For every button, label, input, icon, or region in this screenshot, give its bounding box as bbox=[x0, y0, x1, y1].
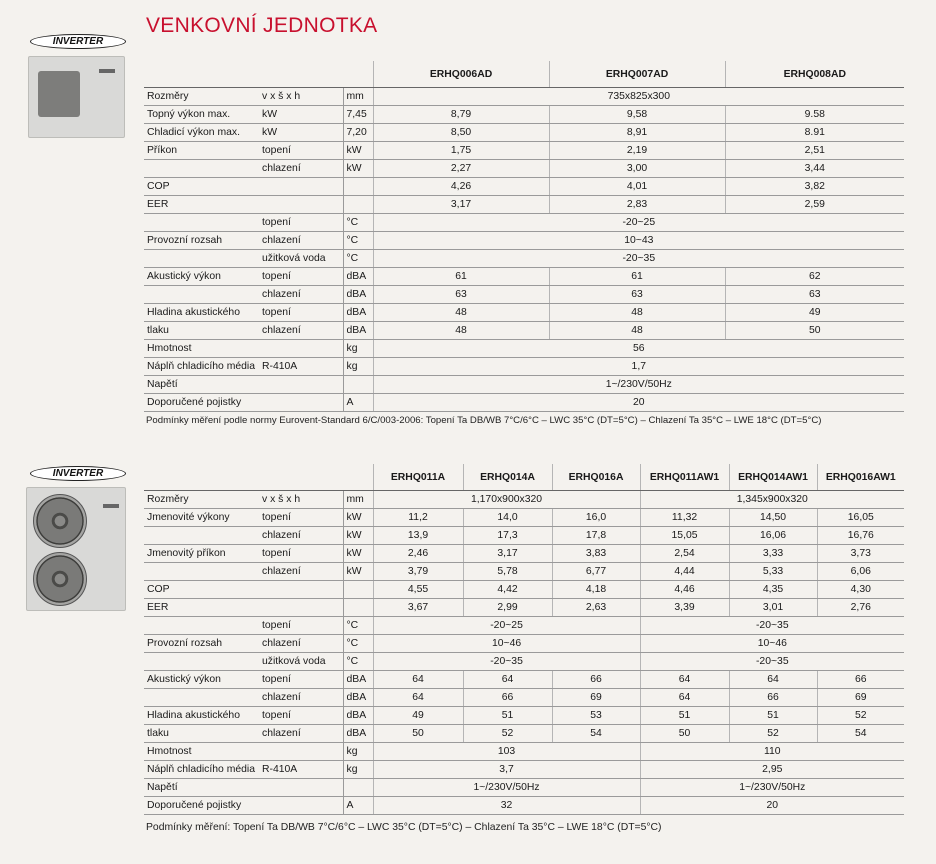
model-header: ERHQ008AD bbox=[725, 61, 904, 88]
row-label: Hmotnost bbox=[144, 743, 259, 761]
value-cell: 49 bbox=[725, 304, 904, 322]
value-cell: 54 bbox=[817, 725, 904, 743]
model-header: ERHQ007AD bbox=[549, 61, 725, 88]
row-label: Topný výkon max. bbox=[144, 106, 259, 124]
merged-value-cell: 735x825x300 bbox=[373, 88, 904, 106]
model-header: ERHQ016A bbox=[552, 464, 640, 491]
value-cell: 66 bbox=[729, 689, 817, 707]
table-row bbox=[144, 232, 904, 250]
row-unit: kg bbox=[343, 340, 373, 358]
row-sublabel: topení bbox=[259, 617, 343, 635]
measurement-note-1: Podmínky měření podle normy Eurovent-Standard 6/C/003-2006: Topení Ta DB/WB 7°C/6°C – LWC 35°C (DT=5°C) – Chlazení Ta 35°C – LWE 18°C (DT=5°C) bbox=[146, 415, 822, 426]
row-label: Hladina akustického bbox=[144, 707, 259, 725]
value-cell: 48 bbox=[549, 304, 725, 322]
row-unit bbox=[343, 599, 373, 617]
value-cell: 9,58 bbox=[549, 106, 725, 124]
value-cell: 2,99 bbox=[463, 599, 552, 617]
group-value-cell: 103 bbox=[373, 743, 640, 761]
value-cell: 14,50 bbox=[729, 509, 817, 527]
row-sublabel: chlazení bbox=[259, 527, 343, 545]
group-value-cell: 1,345x900x320 bbox=[640, 491, 904, 509]
value-cell: 64 bbox=[640, 689, 729, 707]
value-cell: 2,76 bbox=[817, 599, 904, 617]
value-cell: 2,83 bbox=[549, 196, 725, 214]
table-row bbox=[144, 743, 904, 761]
row-label: tlaku bbox=[144, 725, 259, 743]
value-cell: 15,05 bbox=[640, 527, 729, 545]
header-blank bbox=[144, 61, 373, 88]
row-sublabel: chlazení bbox=[259, 725, 343, 743]
row-sublabel: topení bbox=[259, 214, 343, 232]
table-header-row bbox=[144, 61, 904, 88]
row-unit: dBA bbox=[343, 707, 373, 725]
row-unit: °C bbox=[343, 214, 373, 232]
row-label bbox=[144, 527, 259, 545]
row-label bbox=[144, 617, 259, 635]
row-unit: kW bbox=[343, 509, 373, 527]
row-unit: °C bbox=[343, 250, 373, 268]
row-unit: kW bbox=[343, 142, 373, 160]
row-sublabel bbox=[259, 376, 343, 394]
value-cell: 14,0 bbox=[463, 509, 552, 527]
value-cell: 8.91 bbox=[725, 124, 904, 142]
table-row bbox=[144, 635, 904, 653]
table-row bbox=[144, 394, 904, 412]
row-label: COP bbox=[144, 581, 259, 599]
value-cell: 64 bbox=[373, 671, 463, 689]
row-label bbox=[144, 286, 259, 304]
group-value-cell: -20~35 bbox=[640, 617, 904, 635]
value-cell: 66 bbox=[817, 671, 904, 689]
value-cell: 3,44 bbox=[725, 160, 904, 178]
row-label: Provozní rozsah bbox=[144, 232, 259, 250]
row-unit: kg bbox=[343, 743, 373, 761]
row-sublabel bbox=[259, 599, 343, 617]
group-value-cell: -20~25 bbox=[373, 617, 640, 635]
row-label: Jmenovitý příkon bbox=[144, 545, 259, 563]
row-sublabel bbox=[259, 394, 343, 412]
brand-logo-icon bbox=[99, 69, 115, 73]
row-sublabel: topení bbox=[259, 545, 343, 563]
row-label: Akustický výkon bbox=[144, 671, 259, 689]
value-cell: 16,06 bbox=[729, 527, 817, 545]
bleed-through-text bbox=[485, 0, 930, 60]
table-row bbox=[144, 545, 904, 563]
row-sublabel: užitková voda bbox=[259, 250, 343, 268]
row-label bbox=[144, 214, 259, 232]
value-cell: 2,63 bbox=[552, 599, 640, 617]
value-cell: 17,8 bbox=[552, 527, 640, 545]
value-cell: 3,17 bbox=[373, 196, 549, 214]
value-cell: 63 bbox=[725, 286, 904, 304]
merged-value-cell: 56 bbox=[373, 340, 904, 358]
value-cell: 8,91 bbox=[549, 124, 725, 142]
model-header: ERHQ014AW1 bbox=[729, 464, 817, 491]
value-cell: 64 bbox=[640, 671, 729, 689]
row-label: Jmenovité výkony bbox=[144, 509, 259, 527]
group-value-cell: 10~46 bbox=[640, 635, 904, 653]
value-cell: 3,01 bbox=[729, 599, 817, 617]
value-cell: 49 bbox=[373, 707, 463, 725]
row-sublabel: užitková voda bbox=[259, 653, 343, 671]
row-sublabel bbox=[259, 178, 343, 196]
value-cell: 16,0 bbox=[552, 509, 640, 527]
value-cell: 50 bbox=[640, 725, 729, 743]
table-row bbox=[144, 581, 904, 599]
value-cell: 52 bbox=[817, 707, 904, 725]
value-cell: 1,75 bbox=[373, 142, 549, 160]
table-row bbox=[144, 304, 904, 322]
row-unit: dBA bbox=[343, 268, 373, 286]
merged-value-cell: 1~/230V/50Hz bbox=[373, 376, 904, 394]
row-label bbox=[144, 689, 259, 707]
table-row bbox=[144, 340, 904, 358]
value-cell: 4,18 bbox=[552, 581, 640, 599]
row-sublabel: topení bbox=[259, 509, 343, 527]
value-cell: 69 bbox=[552, 689, 640, 707]
row-label bbox=[144, 250, 259, 268]
row-label: Rozměry bbox=[144, 88, 259, 106]
row-unit: dBA bbox=[343, 322, 373, 340]
value-cell: 63 bbox=[373, 286, 549, 304]
value-cell: 2,27 bbox=[373, 160, 549, 178]
table-row bbox=[144, 491, 904, 509]
row-unit bbox=[343, 779, 373, 797]
row-sublabel: kW bbox=[259, 106, 343, 124]
value-cell: 3,39 bbox=[640, 599, 729, 617]
value-cell: 3,33 bbox=[729, 545, 817, 563]
value-cell: 62 bbox=[725, 268, 904, 286]
value-cell: 8,50 bbox=[373, 124, 549, 142]
value-cell: 2,46 bbox=[373, 545, 463, 563]
table-row bbox=[144, 142, 904, 160]
table-row bbox=[144, 617, 904, 635]
table-row bbox=[144, 196, 904, 214]
row-label: Napětí bbox=[144, 779, 259, 797]
row-label: EER bbox=[144, 599, 259, 617]
outdoor-unit-image-small bbox=[28, 56, 125, 138]
value-cell: 53 bbox=[552, 707, 640, 725]
value-cell: 64 bbox=[729, 671, 817, 689]
row-sublabel bbox=[259, 743, 343, 761]
table-row bbox=[144, 376, 904, 394]
row-label bbox=[144, 653, 259, 671]
table-row bbox=[144, 779, 904, 797]
value-cell: 48 bbox=[373, 322, 549, 340]
row-unit: kg bbox=[343, 761, 373, 779]
measurement-note-2: Podmínky měření: Topení Ta DB/WB 7°C/6°C – LWC 35°C (DT=5°C) – Chlazení Ta 35°C – LWE 18°C (DT=5°C) bbox=[146, 822, 662, 833]
merged-value-cell: 20 bbox=[373, 394, 904, 412]
merged-value-cell: 1,7 bbox=[373, 358, 904, 376]
model-header: ERHQ011A bbox=[373, 464, 463, 491]
table-header-row bbox=[144, 464, 904, 491]
table-row bbox=[144, 322, 904, 340]
row-sublabel: topení bbox=[259, 142, 343, 160]
table-row bbox=[144, 160, 904, 178]
row-sublabel: chlazení bbox=[259, 563, 343, 581]
row-sublabel: chlazení bbox=[259, 286, 343, 304]
fan-grille-icon bbox=[38, 71, 80, 117]
value-cell: 69 bbox=[817, 689, 904, 707]
value-cell: 16,05 bbox=[817, 509, 904, 527]
value-cell: 3,79 bbox=[373, 563, 463, 581]
row-sublabel bbox=[259, 581, 343, 599]
row-sublabel: chlazení bbox=[259, 689, 343, 707]
value-cell: 61 bbox=[549, 268, 725, 286]
row-unit: kW bbox=[343, 563, 373, 581]
row-sublabel bbox=[259, 340, 343, 358]
row-label: tlaku bbox=[144, 322, 259, 340]
value-cell: 3,73 bbox=[817, 545, 904, 563]
row-label: Hmotnost bbox=[144, 340, 259, 358]
model-header: ERHQ016AW1 bbox=[817, 464, 904, 491]
value-cell: 2,19 bbox=[549, 142, 725, 160]
value-cell: 4,55 bbox=[373, 581, 463, 599]
value-cell: 8,79 bbox=[373, 106, 549, 124]
row-unit: kg bbox=[343, 358, 373, 376]
row-unit: °C bbox=[343, 232, 373, 250]
value-cell: 3,83 bbox=[552, 545, 640, 563]
row-unit: dBA bbox=[343, 304, 373, 322]
row-label: Doporučené pojistky bbox=[144, 797, 259, 815]
inverter-badge: INVERTER bbox=[30, 34, 126, 49]
value-cell: 2,51 bbox=[725, 142, 904, 160]
group-value-cell: -20~35 bbox=[373, 653, 640, 671]
row-unit: dBA bbox=[343, 286, 373, 304]
value-cell: 66 bbox=[552, 671, 640, 689]
row-sublabel: topení bbox=[259, 671, 343, 689]
value-cell: 63 bbox=[549, 286, 725, 304]
row-sublabel: topení bbox=[259, 268, 343, 286]
value-cell: 13,9 bbox=[373, 527, 463, 545]
row-sublabel: chlazení bbox=[259, 322, 343, 340]
row-sublabel: R-410A bbox=[259, 761, 343, 779]
row-unit: dBA bbox=[343, 725, 373, 743]
table-row bbox=[144, 286, 904, 304]
table-row bbox=[144, 563, 904, 581]
table-row bbox=[144, 653, 904, 671]
value-cell: 3,00 bbox=[549, 160, 725, 178]
model-header: ERHQ011AW1 bbox=[640, 464, 729, 491]
value-cell: 4,44 bbox=[640, 563, 729, 581]
row-label bbox=[144, 563, 259, 581]
row-unit: 7,20 bbox=[343, 124, 373, 142]
value-cell: 61 bbox=[373, 268, 549, 286]
value-cell: 6,06 bbox=[817, 563, 904, 581]
row-unit bbox=[343, 196, 373, 214]
value-cell: 5,33 bbox=[729, 563, 817, 581]
value-cell: 48 bbox=[373, 304, 549, 322]
value-cell: 4,46 bbox=[640, 581, 729, 599]
row-sublabel: kW bbox=[259, 124, 343, 142]
row-sublabel: chlazení bbox=[259, 160, 343, 178]
value-cell: 54 bbox=[552, 725, 640, 743]
row-label: Chladicí výkon max. bbox=[144, 124, 259, 142]
row-unit: 7,45 bbox=[343, 106, 373, 124]
row-unit: °C bbox=[343, 635, 373, 653]
value-cell: 9.58 bbox=[725, 106, 904, 124]
group-value-cell: 1~/230V/50Hz bbox=[373, 779, 640, 797]
value-cell: 17,3 bbox=[463, 527, 552, 545]
group-value-cell: 3,7 bbox=[373, 761, 640, 779]
fan-icon-bottom bbox=[33, 552, 87, 606]
row-unit: A bbox=[343, 394, 373, 412]
fan-icon-top bbox=[33, 494, 87, 548]
value-cell: 4,42 bbox=[463, 581, 552, 599]
merged-value-cell: 10~43 bbox=[373, 232, 904, 250]
value-cell: 3,82 bbox=[725, 178, 904, 196]
group-value-cell: 32 bbox=[373, 797, 640, 815]
merged-value-cell: -20~25 bbox=[373, 214, 904, 232]
table-row bbox=[144, 88, 904, 106]
row-label: Napětí bbox=[144, 376, 259, 394]
table-row bbox=[144, 707, 904, 725]
outdoor-unit-image-large bbox=[26, 487, 126, 611]
value-cell: 64 bbox=[463, 671, 552, 689]
group-value-cell: 20 bbox=[640, 797, 904, 815]
row-label: Akustický výkon bbox=[144, 268, 259, 286]
table-row bbox=[144, 268, 904, 286]
row-label: Rozměry bbox=[144, 491, 259, 509]
table-row bbox=[144, 250, 904, 268]
row-unit: °C bbox=[343, 617, 373, 635]
merged-value-cell: -20~35 bbox=[373, 250, 904, 268]
row-sublabel: R-410A bbox=[259, 358, 343, 376]
row-label: EER bbox=[144, 196, 259, 214]
value-cell: 5,78 bbox=[463, 563, 552, 581]
row-label: Hladina akustického bbox=[144, 304, 259, 322]
row-sublabel: topení bbox=[259, 707, 343, 725]
row-unit bbox=[343, 178, 373, 196]
group-value-cell: -20~35 bbox=[640, 653, 904, 671]
group-value-cell: 110 bbox=[640, 743, 904, 761]
value-cell: 2,54 bbox=[640, 545, 729, 563]
value-cell: 51 bbox=[640, 707, 729, 725]
row-label bbox=[144, 160, 259, 178]
row-unit: A bbox=[343, 797, 373, 815]
spec-table-2 bbox=[144, 464, 904, 815]
group-value-cell: 1,170x900x320 bbox=[373, 491, 640, 509]
value-cell: 4,01 bbox=[549, 178, 725, 196]
model-header: ERHQ006AD bbox=[373, 61, 549, 88]
table-row bbox=[144, 124, 904, 142]
value-cell: 11,32 bbox=[640, 509, 729, 527]
row-unit: °C bbox=[343, 653, 373, 671]
value-cell: 50 bbox=[725, 322, 904, 340]
row-unit: kW bbox=[343, 527, 373, 545]
value-cell: 3,67 bbox=[373, 599, 463, 617]
row-sublabel: v x š x h bbox=[259, 88, 343, 106]
value-cell: 16,76 bbox=[817, 527, 904, 545]
value-cell: 50 bbox=[373, 725, 463, 743]
table-row bbox=[144, 797, 904, 815]
header-blank bbox=[144, 464, 373, 491]
row-unit: mm bbox=[343, 491, 373, 509]
row-unit bbox=[343, 376, 373, 394]
group-value-cell: 2,95 bbox=[640, 761, 904, 779]
value-cell: 6,77 bbox=[552, 563, 640, 581]
value-cell: 4,26 bbox=[373, 178, 549, 196]
row-sublabel bbox=[259, 797, 343, 815]
value-cell: 11,2 bbox=[373, 509, 463, 527]
value-cell: 64 bbox=[373, 689, 463, 707]
value-cell: 52 bbox=[463, 725, 552, 743]
row-sublabel: topení bbox=[259, 304, 343, 322]
value-cell: 4,35 bbox=[729, 581, 817, 599]
row-label: Příkon bbox=[144, 142, 259, 160]
value-cell: 66 bbox=[463, 689, 552, 707]
row-sublabel: chlazení bbox=[259, 635, 343, 653]
row-sublabel bbox=[259, 196, 343, 214]
table-row bbox=[144, 178, 904, 196]
table-row bbox=[144, 761, 904, 779]
inverter-badge-2: INVERTER bbox=[30, 466, 126, 481]
table-row bbox=[144, 671, 904, 689]
row-unit: mm bbox=[343, 88, 373, 106]
row-label: Náplň chladicího média bbox=[144, 761, 259, 779]
table-row bbox=[144, 599, 904, 617]
row-label: Provozní rozsah bbox=[144, 635, 259, 653]
value-cell: 3,17 bbox=[463, 545, 552, 563]
spec-table-1 bbox=[144, 61, 904, 412]
row-sublabel: chlazení bbox=[259, 232, 343, 250]
brand-logo-icon-2 bbox=[103, 504, 119, 508]
row-unit bbox=[343, 581, 373, 599]
table-row bbox=[144, 689, 904, 707]
row-unit: kW bbox=[343, 160, 373, 178]
page-title: VENKOVNÍ JEDNOTKA bbox=[146, 14, 378, 37]
row-label: COP bbox=[144, 178, 259, 196]
value-cell: 2,59 bbox=[725, 196, 904, 214]
table-row bbox=[144, 214, 904, 232]
row-label: Náplň chladicího média bbox=[144, 358, 259, 376]
row-label: Doporučené pojistky bbox=[144, 394, 259, 412]
value-cell: 48 bbox=[549, 322, 725, 340]
table-row bbox=[144, 725, 904, 743]
value-cell: 51 bbox=[729, 707, 817, 725]
row-sublabel: v x š x h bbox=[259, 491, 343, 509]
value-cell: 4,30 bbox=[817, 581, 904, 599]
value-cell: 52 bbox=[729, 725, 817, 743]
table-row bbox=[144, 527, 904, 545]
group-value-cell: 10~46 bbox=[373, 635, 640, 653]
row-unit: dBA bbox=[343, 689, 373, 707]
group-value-cell: 1~/230V/50Hz bbox=[640, 779, 904, 797]
table-row bbox=[144, 509, 904, 527]
table-row bbox=[144, 106, 904, 124]
row-unit: kW bbox=[343, 545, 373, 563]
value-cell: 51 bbox=[463, 707, 552, 725]
row-unit: dBA bbox=[343, 671, 373, 689]
model-header: ERHQ014A bbox=[463, 464, 552, 491]
row-sublabel bbox=[259, 779, 343, 797]
table-row bbox=[144, 358, 904, 376]
